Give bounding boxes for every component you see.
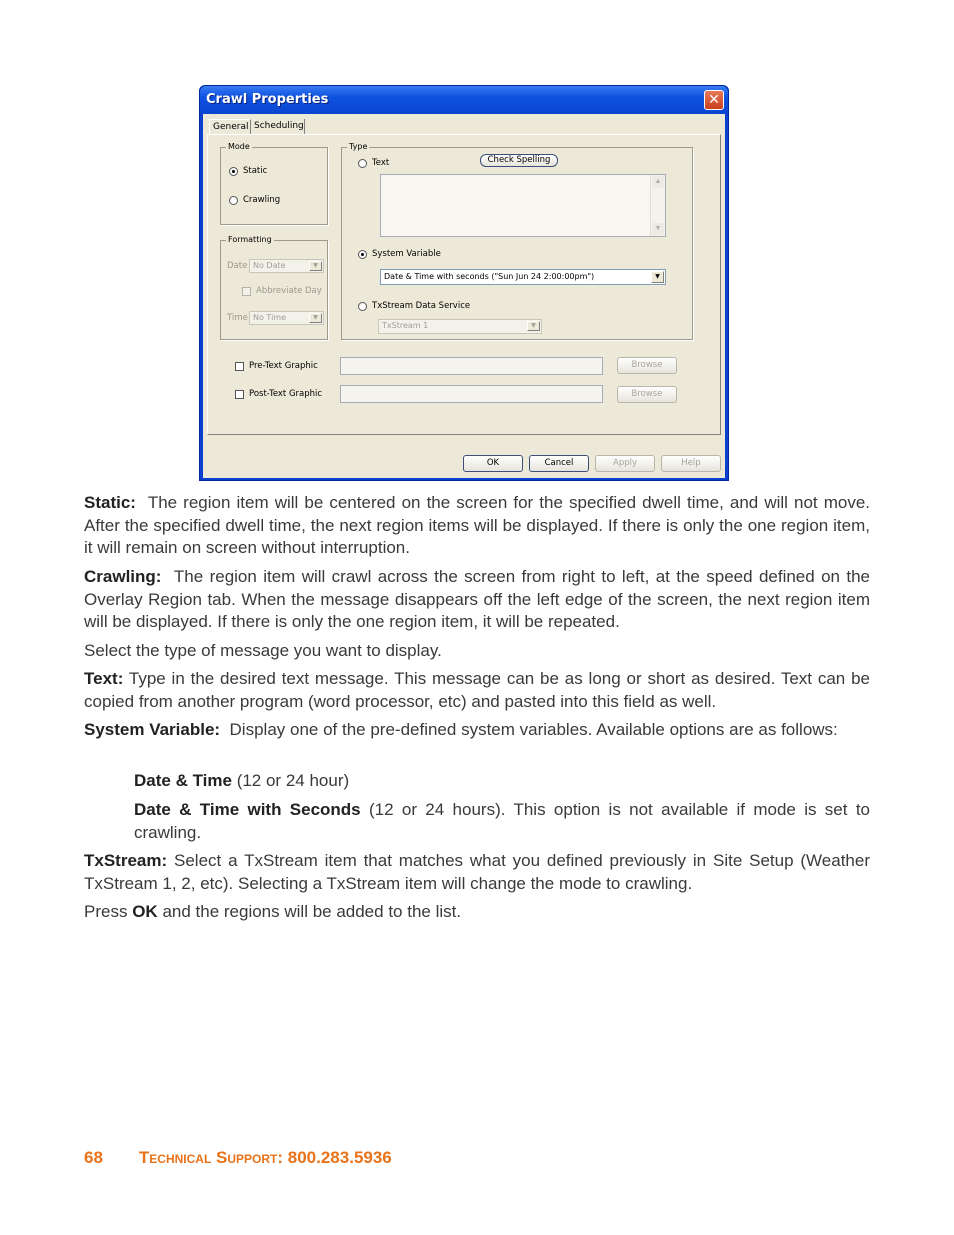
general-tab-page (207, 134, 721, 435)
press-ok-paragraph (84, 901, 870, 924)
datetime-text: (12 or 24 hour) (236, 771, 350, 790)
time-label: Time (227, 313, 248, 323)
datetime-paragraph (134, 770, 870, 793)
apply-button[interactable]: Apply (595, 455, 655, 472)
system-variable-paragraph (84, 719, 870, 742)
pre-text-browse-button[interactable]: Browse (617, 357, 677, 374)
textarea-scrollbar[interactable] (650, 175, 665, 236)
txstream-paragraph (84, 850, 870, 895)
title-bar[interactable] (200, 86, 728, 114)
txstream-radio[interactable] (358, 302, 367, 311)
system-variable-label: System Variable (372, 249, 441, 259)
ok-button[interactable]: OK (463, 455, 523, 472)
static-label: Static (243, 166, 268, 176)
footer-label: Technical Support: (138, 1148, 284, 1167)
system-variable-radio[interactable] (358, 250, 367, 259)
message-textarea[interactable] (380, 174, 666, 237)
time-select[interactable] (249, 311, 324, 325)
txstream-select[interactable] (378, 319, 542, 334)
crawling-paragraph (84, 566, 870, 634)
crawling-radio[interactable] (229, 196, 238, 205)
date-select-value: No Date (253, 261, 286, 270)
crawling-label: Crawling (243, 195, 281, 205)
txstream-text: Select a TxStream item that matches what you defined previously in Site Setup (Weather TxStream 1, 2, etc). Selecting a TxStream item will change the mode to crawling. (84, 851, 870, 893)
txstream-select-value: TxStream 1 (382, 321, 429, 330)
chevron-down-icon: ▼ (651, 271, 664, 283)
abbreviate-day-label: Abbreviate Day (256, 286, 322, 296)
crawling-text: The region item will crawl across the screen from right to left, at the speed defined on the Overlay Region tab. When the message disappears off the left edge of the screen, the next region item will be displayed. If there is only the one region item, it will be repeated. (84, 567, 871, 631)
crawling-term: Crawling: (84, 567, 162, 586)
dialog-title: Crawl Properties (206, 92, 329, 107)
select-type-paragraph: Select the type of message you want to display. (84, 641, 442, 660)
crawl-properties-dialog (199, 85, 729, 481)
scroll-up-icon[interactable]: ▲ (652, 176, 664, 188)
date-select[interactable] (249, 259, 324, 273)
page-footer (84, 1148, 392, 1168)
mode-group (220, 142, 328, 225)
static-text: The region item will be centered on the screen for the specified dwell time, and will not move. After the specified dwell time, the next region items will be displayed. If there is only the one region item, it will remain on screen without interruption. (84, 493, 870, 557)
dialog-client-area (203, 114, 725, 478)
help-button[interactable]: Help (661, 455, 721, 472)
post-text-browse-button[interactable]: Browse (617, 386, 677, 403)
page-number: 68 (84, 1148, 103, 1167)
press-ok: OK (132, 902, 158, 921)
chevron-down-icon: ▼ (309, 261, 322, 271)
press-prefix: Press (84, 902, 128, 921)
text-radio[interactable] (358, 159, 367, 168)
static-term: Static: (84, 493, 136, 512)
cancel-button[interactable]: Cancel (529, 455, 589, 472)
txstream-label: TxStream Data Service (372, 301, 471, 311)
text-term: Text: (84, 669, 124, 688)
date-label: Date (227, 261, 248, 271)
system-variable-select[interactable] (380, 269, 666, 285)
tab-scheduling[interactable]: Scheduling (251, 119, 305, 134)
close-icon[interactable]: ✕ (704, 90, 724, 110)
datetime-seconds-paragraph (134, 799, 870, 844)
chevron-down-icon: ▼ (527, 321, 540, 331)
type-group (341, 142, 693, 340)
text-option-label: Text (372, 158, 390, 168)
datetime-seconds-term: Date & Time with Seconds (134, 800, 361, 819)
press-suffix: and the regions will be added to the list. (162, 902, 462, 921)
system-variable-value: Date & Time with seconds ("Sun Jun 24 2:00:00pm") (384, 272, 595, 281)
sysvar-text: Display one of the pre-defined system variables. Available options are as follows: (229, 720, 838, 739)
mode-legend: Mode (228, 142, 250, 151)
static-radio[interactable] (229, 167, 238, 176)
footer-phone: 800.283.5936 (287, 1148, 392, 1167)
scroll-down-icon[interactable]: ▼ (652, 223, 664, 235)
txstream-term: TxStream: (84, 851, 168, 870)
text-paragraph (84, 668, 870, 713)
datetime-term: Date & Time (134, 771, 232, 790)
post-text-graphic-field[interactable] (340, 385, 603, 403)
formatting-group (220, 235, 328, 340)
chevron-down-icon: ▼ (309, 313, 322, 323)
text-text: Type in the desired text message. This message can be as long or short as desired. Text can be copied from another program (word processor, etc) and pasted into this field as well. (84, 669, 870, 711)
check-spelling-button[interactable]: Check Spelling (480, 154, 558, 167)
static-paragraph (84, 492, 870, 560)
post-text-graphic-checkbox[interactable] (235, 390, 244, 399)
post-text-graphic-label: Post-Text Graphic (249, 389, 323, 399)
tab-general[interactable]: General (209, 119, 251, 135)
time-select-value: No Time (253, 313, 286, 322)
pre-text-graphic-field[interactable] (340, 357, 603, 375)
pre-text-graphic-checkbox[interactable] (235, 362, 244, 371)
type-legend: Type (349, 142, 368, 151)
abbreviate-day-checkbox[interactable] (242, 287, 251, 296)
datetime-seconds-text: (12 or 24 hours). This option is not available if mode is set to crawling. (134, 800, 870, 842)
pre-text-graphic-label: Pre-Text Graphic (249, 361, 318, 371)
formatting-legend: Formatting (228, 235, 272, 244)
sysvar-term: System Variable: (84, 720, 221, 739)
